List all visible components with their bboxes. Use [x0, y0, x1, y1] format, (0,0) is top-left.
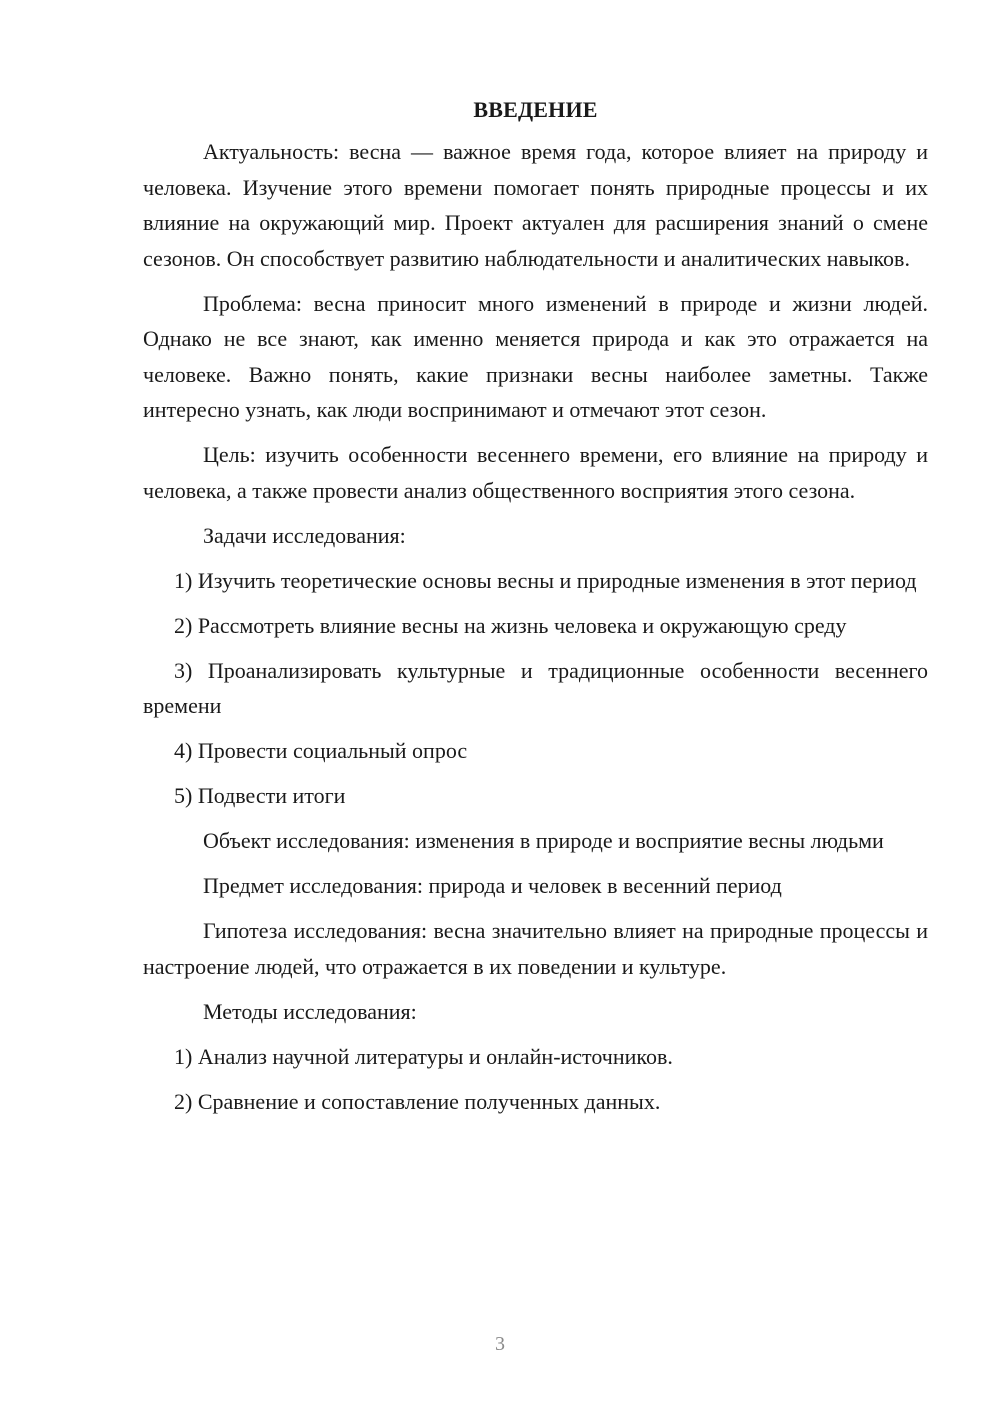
tasks-title: Задачи исследования:	[203, 522, 406, 548]
methods-title: Методы исследования:	[203, 998, 417, 1024]
goal-paragraph: Цель: изучить особенности весеннего времени, его влияние на природу и человека, а также провести анализ общественного восприятия этого сезона.	[143, 442, 928, 503]
page-content	[143, 94, 928, 1129]
task-item: 4) Провести социальный опрос	[174, 738, 468, 763]
task-item: 3) Проанализировать культурные и традиционные особенности весеннего времени	[143, 657, 928, 718]
hypothesis-paragraph: Гипотеза исследования: весна значительно влияет на природные процессы и настроение людей, что отражается в их поведении и культуре.	[143, 918, 928, 979]
task-item: 5) Подвести итоги	[174, 783, 346, 808]
page-title: ВВЕДЕНИЕ	[473, 97, 598, 122]
task-item: 1) Изучить теоретические основы весны и природные изменения в этот период	[174, 567, 917, 593]
object-paragraph: Объект исследования: изменения в природе и восприятие весны людьми	[203, 828, 884, 853]
method-item: 2) Сравнение и сопоставление полученных данных.	[174, 1088, 661, 1114]
relevance-paragraph: Актуальность: весна — важное время года, которое влияет на природу и человека. Изучение этого времени помогает понять природные процессы и их влияние на окружающий мир. Проект актуален для расширения знаний о смене сезонов. Он способствует развитию наблюдательности и аналитических навыков.	[143, 139, 928, 271]
task-item: 2) Рассмотреть влияние весны на жизнь человека и окружающую среду	[174, 612, 847, 638]
problem-paragraph: Проблема: весна приносит много изменений в природе и жизни людей. Однако не все знают, как именно меняется природа и как это отражается на человеке. Важно понять, какие признаки весны наиболее заметны. Также интересно узнать, как люди воспринимают и отмечают этот сезон.	[143, 290, 928, 422]
subject-paragraph: Предмет исследования: природа и человек в весенний период	[203, 873, 782, 898]
method-item: 1) Анализ научной литературы и онлайн-источников.	[174, 1043, 673, 1069]
page-number: 3	[495, 1333, 505, 1355]
